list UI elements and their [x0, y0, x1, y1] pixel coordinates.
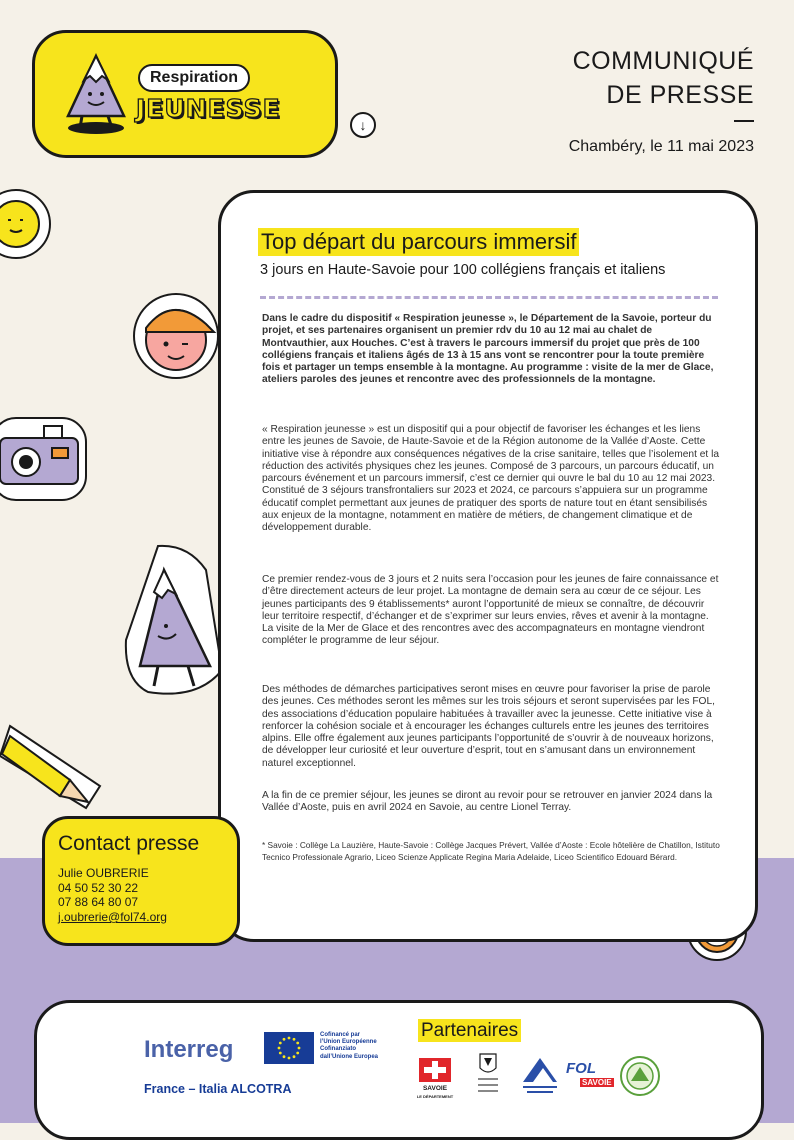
green-partner-badge-icon	[619, 1055, 661, 1097]
contact-title: Contact presse	[58, 832, 200, 855]
eu-cofunding-text	[320, 1032, 380, 1061]
eu-text-it: Cofinanziato dall’Unione Europea	[320, 1046, 379, 1060]
interreg-logo: Interreg	[144, 1036, 234, 1063]
contact-email-link[interactable]: j.oubrerie@fol74.org	[58, 910, 167, 925]
contact-details	[58, 866, 167, 925]
body-paragraph-3: Des méthodes de démarches participatives seront mises en œuvre pour favoriser la prise de parole des jeunes. Ces méthodes seront les mêmes sur les trois séjours et seront supervisées par les FOL, des associations d’éducation populaire habituées à travailler avec la jeunesse. Cette initiative vise à renforcer la cohésion sociale et à encourager les échanges culturels entre les jeunes des territoires alpins. Elle offre également aux jeunes participants l’opportunité de s’ouvrir à de nouveaux horizons, de développer leur curiosité et leur ouverture d’esprit, tout en s’amusant dans un environnement naturel exceptionnel.	[262, 684, 715, 769]
savoie-department-logo	[416, 1058, 454, 1100]
logo-jeunesse-label: JEUNESSE	[136, 94, 281, 123]
intro-paragraph: Dans le cadre du dispositif « Respiration jeunesse », le Département de la Savoie, porteur du projet, et ses partenaires organisent un premier rdv du 10 au 12 mai au chalet de Montvauthier, aux Houches. C’est à travers le parcours immersif du projet que près de 100 collégiens français et italiens âgés de 13 à 15 ans vont se rencontrer pour la toute première fois et partager un temps ensemble à la montagne. Au programme : visite de la mer de Glace, ateliers paroles des jeunes et rencontre avec des professionnels de la montagne.	[262, 313, 714, 386]
savoie-sub: LE DÉPARTEMENT	[416, 1094, 454, 1099]
press-release-heading	[573, 44, 754, 112]
partners-title: Partenaires	[418, 1019, 521, 1042]
eu-flag-icon	[264, 1032, 314, 1064]
body-paragraph-2: Ce premier rendez-vous de 3 jours et 2 nuits sera l’occasion pour les jeunes de faire connaissance et d’être directement acteurs de leur projet. La montagne de demain sera au cœur de ce séjour. Les jeunes participants des 9 établissements* auront l’opportunité de mieux se connaître, de découvrir leur territoire respectif, d’échanger et de s’exprimer sur leurs envies, rêves et avenir à la montagne. La visite de la Mer de Glace et des rencontres avec des accompagnateurs en montagne viendront compléter le programme de leur séjour.	[262, 574, 719, 647]
camera-sticker-icon	[0, 404, 90, 504]
fol-savoie-tag: SAVOIE	[582, 1078, 612, 1087]
mountain-mascot-icon	[62, 50, 138, 140]
savoie-cross-icon	[416, 1058, 454, 1084]
heading-line-1: COMMUNIQUÉ	[572, 47, 754, 75]
article-card	[218, 190, 758, 942]
contact-name: Julie OUBRERIE	[58, 866, 149, 880]
sun-sticker-icon	[0, 186, 56, 262]
body-paragraph-4: A la fin de ce premier séjour, les jeunes se diront au revoir pour se retrouver en janvier 2024 dans la Vallée d’Aoste, puis en avril 2024 en Savoie, au centre Lionel Terray.	[262, 790, 713, 814]
pencil-sticker-icon	[0, 716, 110, 816]
arrow-down-circle-icon: ↓	[350, 112, 376, 138]
fol-name: FOL	[566, 1060, 596, 1077]
body-paragraph-1: « Respiration jeunesse » est un dispositif qui a pour objectif de favoriser les échanges et les liens entre les jeunes de Savoie, de Haute-Savoie et de la Région autonome de la Vallée d’Aoste. Cette initiative vise à répondre aux conséquences négatives de la crise sanitaire, telles que l’isolement et la réduction des activités physiques chez les jeunes. Composé de 3 parcours, un parcours éducatif, un parcours événement et un parcours immersif, c’est ce dernier qui ouvre le bal du 10 au 12 mai 2023. Constitué de 3 séjours transfrontaliers sur 2023 et 2024, ce parcours s’appuiera sur un programme éducatif complet permettant aux jeunes de pratiquer des sports de nature tout en étant sensibilisés aux enjeux de la montagne, notamment en matière de métiers, de changement climatique et de développement durable.	[262, 424, 719, 534]
article-headline: Top départ du parcours immersif	[258, 228, 579, 256]
contact-phone-1: 04 50 52 30 22	[58, 880, 139, 895]
boy-cap-sticker-icon	[132, 288, 220, 384]
montagne-logo-icon	[519, 1054, 561, 1098]
heading-rule	[734, 120, 754, 122]
logo-respiration-label: Respiration	[138, 64, 250, 92]
heading-line-2: DE PRESSE	[606, 81, 754, 109]
vallee-aoste-crest-icon	[476, 1052, 500, 1098]
eu-text-fr: Cofinancé par l’Union Européenne	[320, 1032, 377, 1046]
dateline: Chambéry, le 11 mai 2023	[568, 138, 754, 155]
program-label: France – Italia ALCOTRA	[144, 1082, 292, 1096]
footnote: * Savoie : Collège La Lauzière, Haute-Savoie : Collège Jacques Prévert, Vallée d’Aoste : Ecole hôtelière de Chatillon, Istituto Tecnico Professionale Agrario, Liceo Scienze Applicate Regina Maria Adelaide, Liceo Scientifico Edouard Bérard.	[262, 840, 720, 862]
triangle-mascot-sticker-icon	[118, 540, 228, 702]
contact-phone-2: 07 88 64 80 07	[58, 895, 139, 910]
article-subheadline: 3 jours en Haute-Savoie pour 100 collégiens français et italiens	[260, 262, 666, 278]
dashed-separator	[260, 296, 718, 299]
savoie-name: SAVOIE	[422, 1085, 448, 1092]
